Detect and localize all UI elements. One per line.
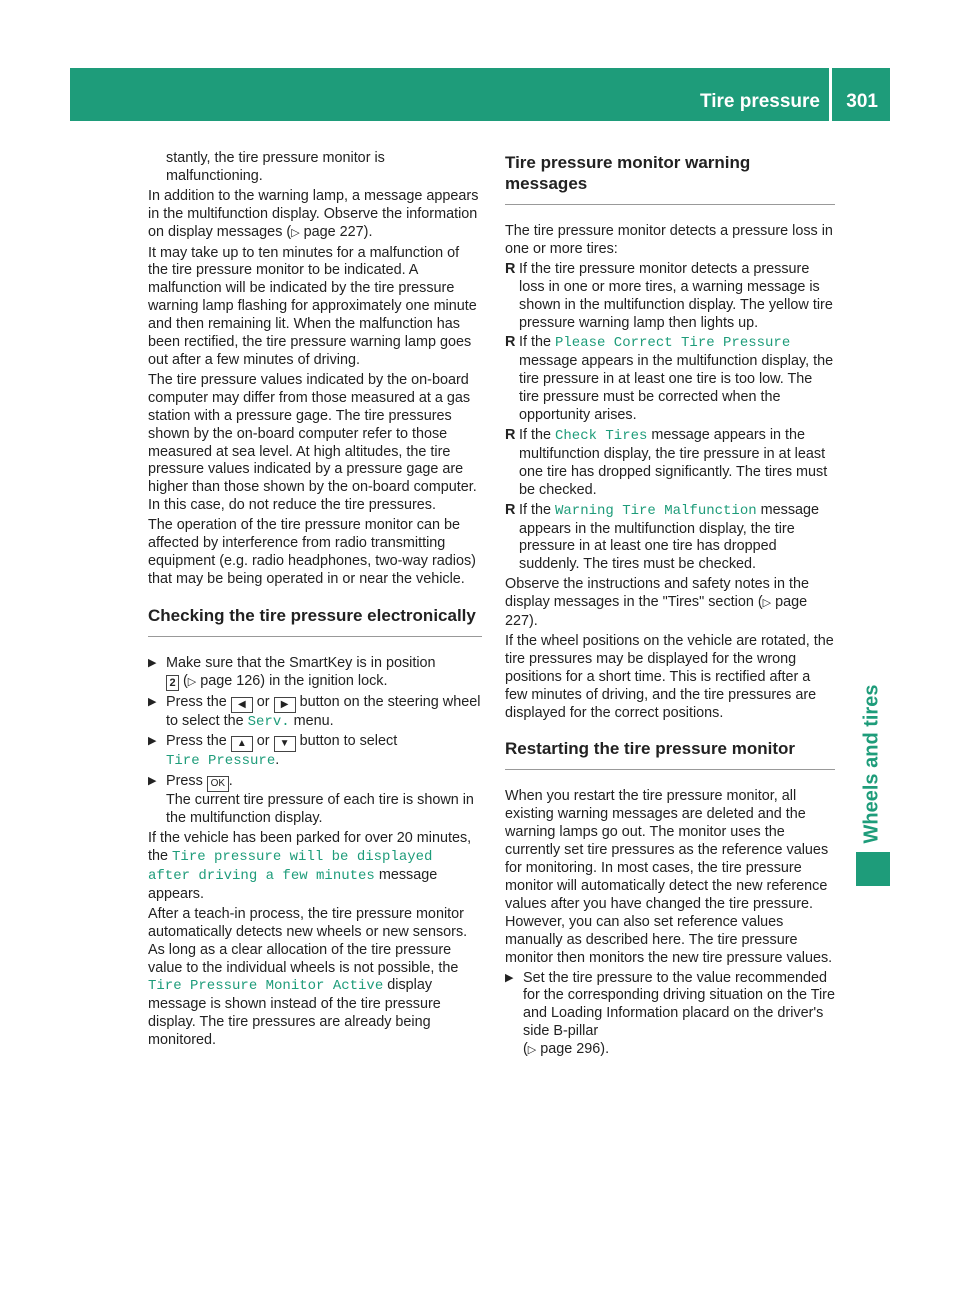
down-arrow-button-icon: ▼ xyxy=(274,736,296,752)
page-ref-link[interactable]: page 126) in the ignition lock. xyxy=(200,672,388,689)
page-ref-icon: ▷ xyxy=(291,226,300,239)
display-text: Serv. xyxy=(247,713,290,730)
page-ref-link[interactable]: page 227). xyxy=(303,223,373,240)
section-heading-restart: Restarting the tire pressure monitor xyxy=(505,739,796,759)
divider xyxy=(505,769,835,770)
ok-button-icon: OK xyxy=(207,776,229,792)
left-arrow-button-icon: ◀ xyxy=(231,697,253,713)
paragraph: The tire pressure monitor detects a pressure loss in one or more tires: xyxy=(505,223,833,257)
side-tab-label: Wheels and tires xyxy=(860,684,883,844)
display-text: Tire Pressure xyxy=(166,753,276,770)
instruction-step: ▶ Press OK . The current tire pressure of each tire is shown in the multifunction display. xyxy=(148,773,482,828)
instruction-step: ▶ Press the ◀ or ▶ button on the steering wheel to select the Serv. menu. xyxy=(148,694,482,732)
section-heading-warning: Tire pressure monitor warning messages xyxy=(505,153,751,193)
page-number: 301 xyxy=(846,91,878,112)
list-item: R If the Check Tires message appears in the multifunction display, the tire pressure in at least one tire has dropped significantly. The tires must be checked. xyxy=(505,426,828,498)
header-divider xyxy=(829,68,832,121)
left-column xyxy=(148,150,482,1052)
instruction-step: ▶ Press the ▲ or ▼ button to select Tire Pressure. xyxy=(148,733,482,771)
display-text: Warning Tire Malfunction xyxy=(555,502,757,519)
paragraph: It may take up to ten minutes for a malfunction of the tire pressure monitor to be indicated. A malfunction will be indicated by the tire pressure warning lamp flashing for approximately one minute and then remaining lit. When the malfunction has been rectified, the tire pressure warning lamp goes out after a few minutes of driving. xyxy=(148,244,477,368)
paragraph: In addition to the warning lamp, a message appears in the multifunction display. Observe the information on display messages (▷ page 227). xyxy=(148,187,479,240)
bullet-icon: R xyxy=(505,260,516,277)
paragraph: Observe the instructions and safety notes in the display messages in the "Tires" section (▷ page 227). xyxy=(505,576,809,630)
key-position-icon: 2 xyxy=(166,675,179,691)
display-text: Tire pressure will be displayed after driving a few minutes xyxy=(148,849,433,884)
header-bar xyxy=(70,68,890,121)
page-ref-icon: ▷ xyxy=(527,1044,537,1057)
display-text: Tire Pressure Monitor Active xyxy=(148,978,384,995)
page-ref-icon: ▷ xyxy=(187,675,197,688)
instruction-step: ▶ Make sure that the SmartKey is in position 2 (▷ page 126) in the ignition lock. xyxy=(148,655,482,692)
display-text: Check Tires xyxy=(555,427,648,444)
right-arrow-button-icon: ▶ xyxy=(274,697,296,713)
list-item: R If the Warning Tire Malfunction message appears in the multifunction display, the tire pressure in at least one tire has dropped suddenly. The tires must be checked. xyxy=(505,501,820,573)
display-text: Please Correct Tire Pressure xyxy=(555,335,791,352)
right-column xyxy=(505,150,835,1062)
instruction-step: ▶ Set the tire pressure to the value recommended for the corresponding driving situation on the Tire and Loading Information placard on the driver's side B-pillar (▷ page 296). xyxy=(505,970,835,1061)
paragraph: If the vehicle has been parked for over 20 minutes, the Tire pressure will be displayed after driving a few minutes message appears. xyxy=(148,830,472,902)
bullet-icon: R xyxy=(505,426,516,443)
paragraph: If the wheel positions on the vehicle are rotated, the tire pressures may be displayed for the wrong positions for a short time. This is rectified after a few minutes of driving, and the tire pressures are displayed for the correct positions. xyxy=(505,632,834,721)
paragraph: The operation of the tire pressure monitor can be affected by interference from radio transmitting equipment (e.g. radio headphones, two-way radios) that may be being operated in or near the vehicle. xyxy=(148,517,476,587)
side-tab-marker xyxy=(856,852,890,886)
divider xyxy=(505,204,835,205)
paragraph: The tire pressure values indicated by the on-board computer may differ from those measured at a gas station with a pressure gage. The tire pressures shown by the on-board computer refer to those measured at sea level. At high altitudes, the tire pressure values indicated by a pressure gage are higher than those shown by the on-board computer. In this case, do not reduce the tire pressures. xyxy=(148,371,477,514)
bullet-icon: R xyxy=(505,334,516,351)
page-ref-icon: ▷ xyxy=(762,597,772,610)
section-heading-check: Checking the tire pressure electronically xyxy=(148,605,476,625)
list-item: R If the Please Correct Tire Pressure message appears in the multifunction display, the tire pressure in at least one tire is too low. The tire pressure must be corrected when the opportunity arises. xyxy=(505,334,834,424)
paragraph: When you restart the tire pressure monitor, all existing warning messages are deleted and the warning lamps go out. The monitor uses the currently set tire pressures as the reference values for monitoring. In most cases, the tire pressure monitor will automatically detect the new reference values after you have changed the tire pressure. However, you can also set reference values manually as described here. The tire pressure monitor then monitors the new tire pressure values. xyxy=(505,788,833,966)
divider xyxy=(148,636,482,637)
list-item: R If the tire pressure monitor detects a pressure loss in one or more tires, a warning message is shown in the multifunction display. The yellow tire pressure warning lamp then lights up. xyxy=(505,260,833,331)
page-ref-link[interactable]: page 227). xyxy=(505,594,808,630)
up-arrow-button-icon: ▲ xyxy=(231,736,253,752)
paragraph: stantly, the tire pressure monitor is malfunctioning. xyxy=(166,150,385,184)
page-ref-link[interactable]: page 296). xyxy=(540,1041,610,1058)
bullet-icon: R xyxy=(505,501,516,518)
page-title: Tire pressure xyxy=(699,91,820,112)
paragraph: After a teach-in process, the tire pressure monitor automatically detects new wheels or new sensors. As long as a clear allocation of the tire pressure value to the individual wheels is not possible, the Tire Pressure Monitor Active display message is shown instead of the tire pressure display. The tire pressures are already being monitored. xyxy=(148,905,468,1049)
